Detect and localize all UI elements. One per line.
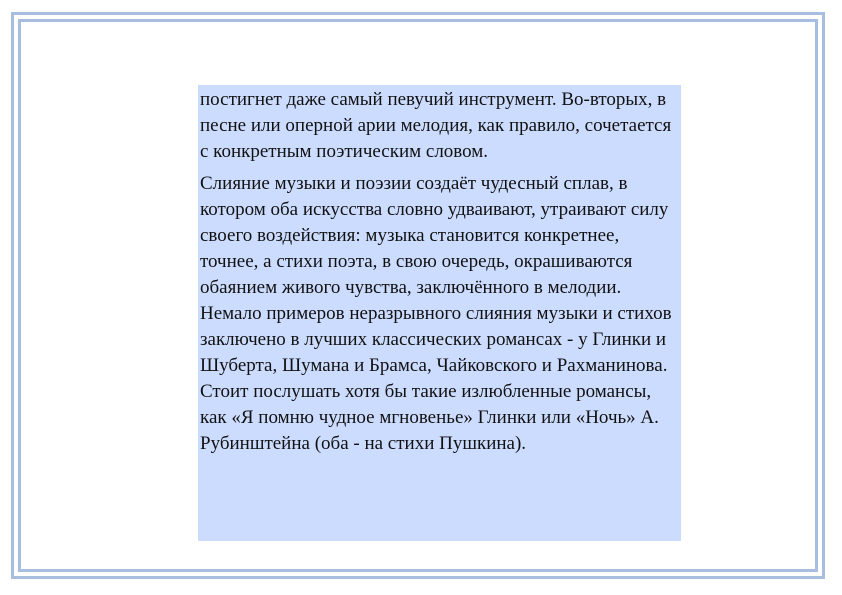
text-box: [198, 85, 681, 541]
paragraph-1: постигнет даже самый певучий инструмент. Во-вторых, в песне или оперной арии мелодия, как правило, сочетается с конкретным поэтическим словом.: [200, 89, 672, 162]
paragraph-2: Слияние музыки и поэзии создаёт чудесный сплав, в котором оба искусства словно удваивают, утраивают силу своего воздействия: музыка становится конкретнее, точнее, а стихи поэта, в свою очередь, окрашиваются обаянием живого чувства, заключённого в мелодии. Немало примеров неразрывного слияния музыки и стихов заключено в лучших классических романсах - у Глинки и Шуберта, Шумана и Брамса, Чайковского и Рахманинова. Стоит послушать хотя бы такие излюбленные романсы, как «Я помню чудное мгновенье» Глинки или «Ночь» А. Рубинштейна (оба - на стихи Пушкина).: [200, 173, 672, 454]
